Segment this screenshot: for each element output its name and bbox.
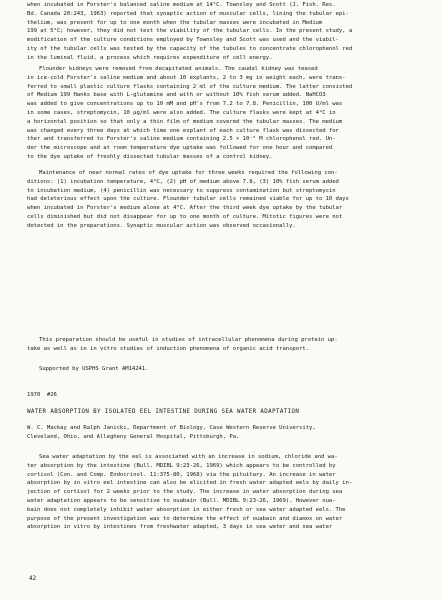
text-line: jection of cortisol for 2 weeks prior to the study. The increase in water absorption during sea — [27, 489, 343, 496]
text-line: detected in the preparations. Synaptic muscular action was observed occasionally. — [27, 222, 296, 229]
author-line: W. C. Mackay and Ralph Janicki, Department of Biology, Case Western Reserve University, — [27, 425, 316, 431]
text-line: when incubated in Forster's medium alone at 4°C. After the third week dye uptake by the tubular — [27, 205, 343, 212]
text-line: had deleterious effect upon the culture. Flounder tubular cells remained viable for up to 10 days — [27, 196, 349, 203]
text-line: cells diminished but did not disappear for up to one month of culture. Mitotic figures were not — [27, 214, 343, 220]
text-line: Flounder kidneys were removed from decapitated animals. The caudal kidney was teased — [39, 66, 318, 72]
text-line: thelium, was present for up to one month when the tubular masses were incubated in Medium — [27, 19, 323, 26]
abstract-title: WATER ABSORPTION BY ISOLATED EEL INTESTINE DURING SEA WATER ADAPTATION — [27, 409, 300, 415]
text-line: to incubation medium, (4) penicillin was necessary to suppress contamination but streptomycin — [27, 187, 336, 194]
support-acknowledgement: Supported by USPHS Grant AM14241. — [39, 366, 149, 372]
text-line: bain does not completely inhibit water absorption in either fresh or sea water adapted eels. The — [27, 506, 346, 513]
text-line: was added to give concentrations up to 10 mM and pH's from 7.2 to 7.8. Penicillin, 100 U/ml was — [27, 101, 343, 108]
abstract-number: 1970 #26 — [27, 392, 57, 398]
text-line: der the microscope and at room temperature dye uptake was followed for one hour and compared — [27, 145, 333, 152]
text-line: in some cases, streptomycin, 10 μg/ml were also added. The culture flasks were kept at 4°C in — [27, 110, 336, 116]
text-line: Sea water adaptation by the eel is associated with an increase in sodium, chloride and wa- — [39, 454, 338, 460]
text-line: absorption by in vitro eel intestine can also be elicited in fresh water adapted eels by daily in- — [27, 480, 353, 487]
author-line: Cleveland, Ohio, and Allegheny General Hospital, Pittsburgh, Pa. — [27, 433, 240, 440]
page-number: 42 — [29, 575, 37, 582]
text-line: ity of the tubular cells was tested by the capacity of the tubules to concentrate chlorophenol red — [27, 46, 353, 52]
text-line: in the luminal fluid, a process which requires expenditure of cell energy. — [27, 54, 273, 61]
text-line: in ice-cold Forster's saline medium and about 10 explants, 2 to 3 mg in weight each, were trans- — [27, 74, 346, 81]
text-line: was changed every three days at which time one explant of each culture flask was dissected for — [27, 127, 339, 134]
text-line: ditions: (1) incubation temperature, 4°C, (2) pH of medium above 7.8, (3) 10% fish serum added — [27, 178, 339, 185]
text-line: absorption in vitro by intestines from freshwater adapted, 3 days in sea water and sea water — [27, 524, 333, 531]
text-line: ther and transferred to Forster's saline medium containing 2.5 × 10⁻⁵ M chlorophenol red. Un- — [27, 136, 336, 143]
text-line: to the dye uptake of freshly dissected tubular masses of a control kidney. — [27, 154, 273, 160]
text-line: purpose of the present investigation was to determine the effect of ouabain and diamox on water — [27, 515, 343, 522]
text-line: when incubated in Forster's balanced saline medium at 14°C. Townsley and Scott (J. Fish. Res. — [27, 2, 336, 8]
text-line: a horizontal position so that only a thin film of medium covered the tubular masses. The medium — [27, 118, 343, 125]
text-line: cortisol (Con. and Comp. Endocrinol. 11:375-80, 1968) via the pituitary. An increase in water — [27, 471, 336, 478]
text-line: of Medium 199 Hanks base with L-glutamine and with or without 10% fish serum added. NaHCO3 — [27, 92, 326, 99]
text-line: 199 at 5°C; however, they did not test the viability of the tubular cells. In the present study, a — [27, 28, 353, 35]
text-line: water adaptation appears to be sensitive to ouabain (Bull. MDIBL 9:23-26, 1969). However oua- — [27, 498, 336, 504]
text-line: Bd. Canada 20:243, 1963) reported that synaptic action of muscular cells, lining the tubular epi- — [27, 10, 349, 17]
text-line: ter absorption by the intestine (Bull. MDIBL 9:23-26, 1969) which appears to be controlled by — [27, 462, 336, 469]
text-line: take as well as in in vitro studies of induction phenomena of organic acid transport. — [27, 345, 310, 352]
text-line: ferred to small plastic culture flasks containing 2 ml of the culture medium. The latter consisted — [27, 83, 353, 90]
text-line: modification of the culture conditions employed by Townsley and Scott was used and the viabil- — [27, 37, 339, 44]
text-line: Maintenance of near normal rates of dye uptake for three weeks required the following con- — [39, 170, 338, 176]
text-line: This preparation should be useful in studies of intracellular phenomena during protein up- — [39, 337, 338, 343]
